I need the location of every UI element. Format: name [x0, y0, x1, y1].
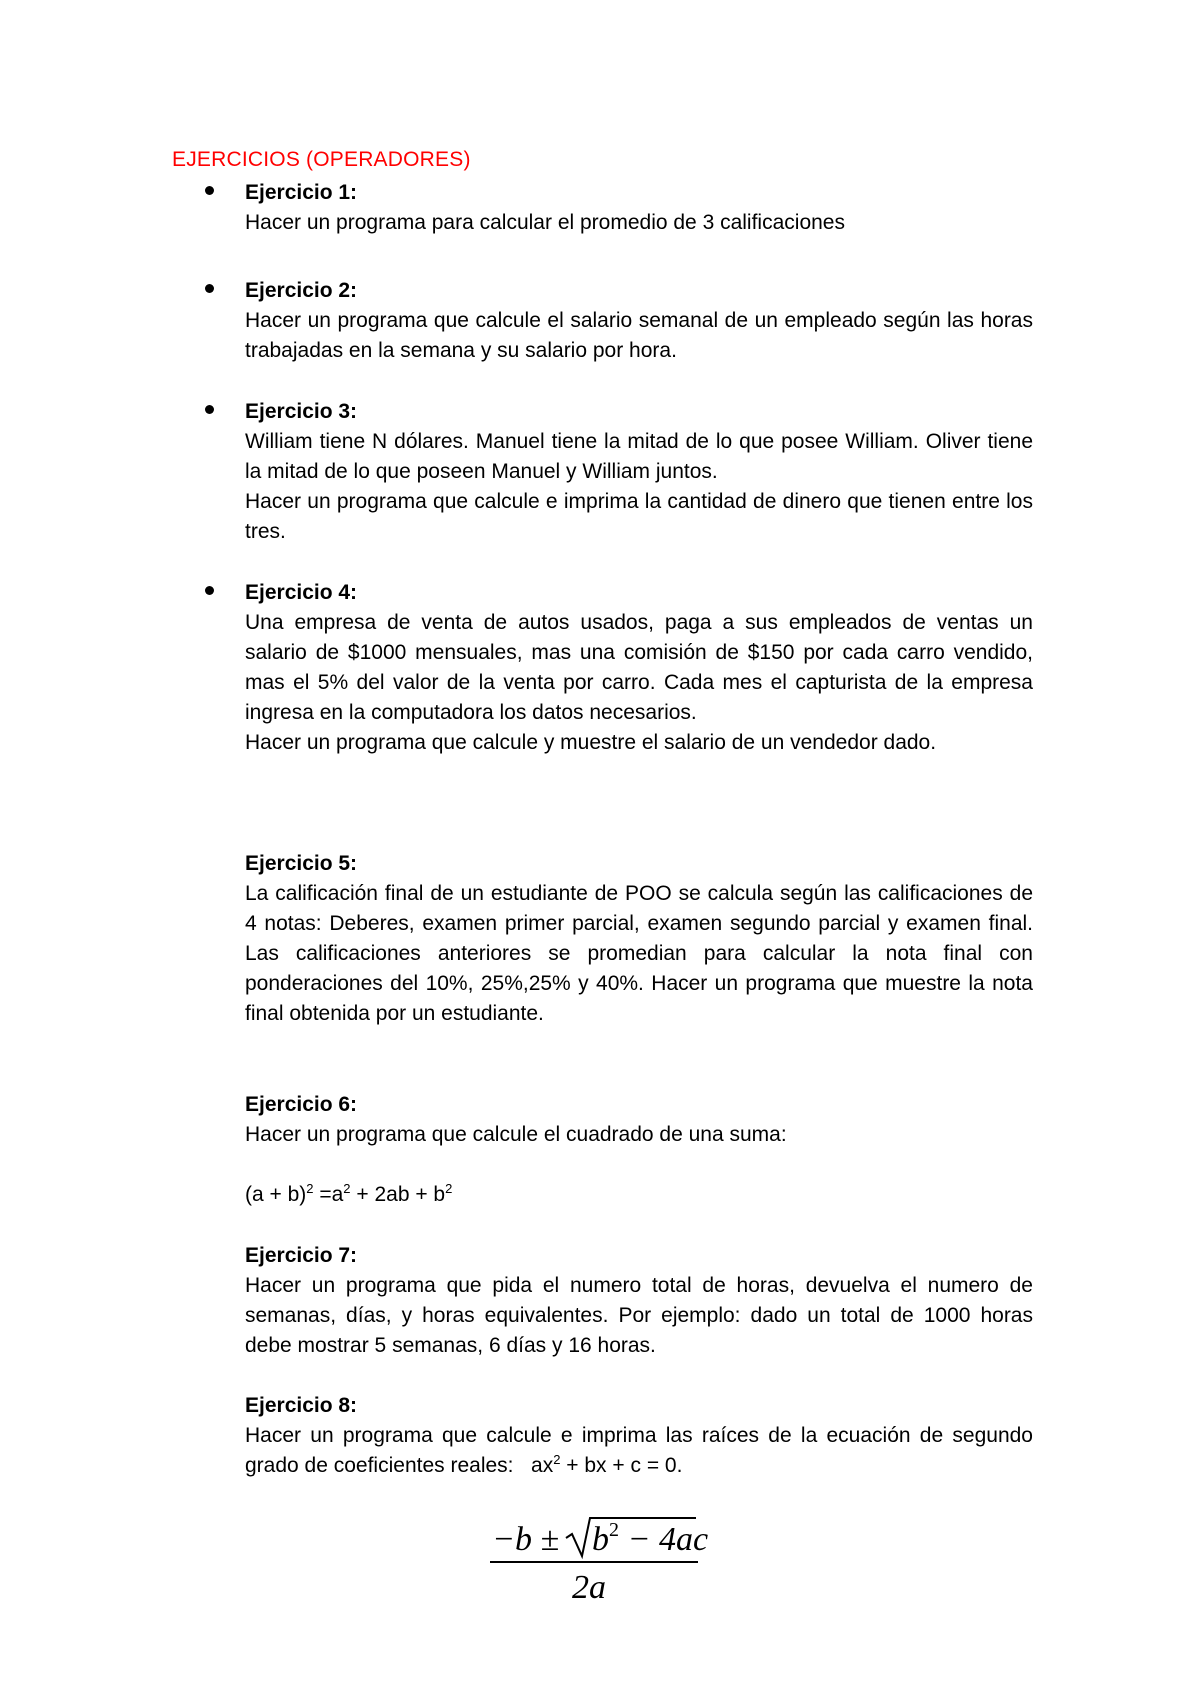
exercise-heading: Ejercicio 2: — [245, 279, 358, 302]
exercise-text: Hacer un programa que calcule y muestre el salario de un vendedor dado. — [245, 731, 937, 754]
bullet-icon — [205, 586, 214, 595]
exercise-text: La calificación final de un estudiante de POO se calcula según las calificaciones de 4 notas: Deberes, examen primer parcial, examen segundo parcial y examen final. Las calificaciones anteriores se promedian para calcular la nota final con ponderaciones del 10%, 25%,25% y 40%. Hacer un programa que muestre la nota final obtenida por un estudiante. — [245, 882, 1033, 1025]
exercise-3 — [245, 397, 1033, 547]
formula-denominator: 2a — [572, 1569, 606, 1604]
exercise-text: Hacer un programa para calcular el promedio de 3 calificaciones — [245, 211, 845, 234]
exercise-text: Hacer un programa que calcule el cuadrado de una suma: — [245, 1123, 787, 1146]
exercise-text: William tiene N dólares. Manuel tiene la mitad de lo que posee William. Oliver tiene la mitad de lo que poseen Manuel y William juntos. — [245, 430, 1033, 483]
exercise-4 — [245, 578, 1033, 758]
bullet-icon — [205, 186, 214, 195]
bullet-icon — [205, 284, 214, 293]
quadratic-formula-graphic — [488, 1512, 708, 1604]
formula-numerator-left: −b ± — [492, 1521, 560, 1558]
exercise-1 — [245, 178, 1033, 238]
formula-radicand: $b^2 - 4ac$ — [592, 1519, 708, 1558]
exercise-8 — [245, 1391, 1033, 1481]
exercise-text: Hacer un programa que calcule e imprima las raíces de la ecuación de segundo grado de coeficientes reales: $ax^2$ + bx + c = 0. — [245, 1424, 1033, 1477]
exercise-heading: Ejercicio 1: — [245, 181, 358, 204]
quadratic-formula — [488, 1512, 708, 1604]
exercise-heading: Ejercicio 8: — [245, 1394, 358, 1417]
exercise-2 — [245, 276, 1033, 366]
exercise-text: Hacer un programa que calcule e imprima la cantidad de dinero que tienen entre los tres. — [245, 490, 1033, 543]
bullet-icon — [205, 405, 214, 414]
exercise-7 — [245, 1241, 1033, 1361]
exercise-heading: Ejercicio 5: — [245, 852, 358, 875]
page-title: EJERCICIOS (OPERADORES) — [172, 148, 471, 171]
exercise-text: Hacer un programa que calcule el salario semanal de un empleado según las horas trabajadas en la semana y su salario por hora. — [245, 309, 1033, 362]
exercise-6 — [245, 1090, 1033, 1210]
square-of-sum-formula: $(a + b)^2 =a^2 + 2ab + b^2$ — [245, 1181, 453, 1206]
exercise-5 — [245, 849, 1033, 1029]
quadratic-equation: $ax^2$ + bx + c = 0. — [531, 1452, 683, 1477]
exercise-heading: Ejercicio 6: — [245, 1093, 358, 1116]
exercise-heading: Ejercicio 7: — [245, 1244, 358, 1267]
exercise-heading: Ejercicio 3: — [245, 400, 358, 423]
exercise-heading: Ejercicio 4: — [245, 581, 358, 604]
exercise-text: Hacer un programa que pida el numero total de horas, devuelva el numero de semanas, días, y horas equivalentes. Por ejemplo: dado un total de 1000 horas debe mostrar 5 semanas, 6 días y 16 horas. — [245, 1274, 1033, 1357]
exercise-text: Una empresa de venta de autos usados, paga a sus empleados de ventas un salario de $1000 mensuales, mas una comisión de $150 por cada carro vendido, mas el 5% del valor de la venta por carro. Cada mes el capturista de la empresa ingresa en la computadora los datos necesarios. — [245, 611, 1033, 724]
